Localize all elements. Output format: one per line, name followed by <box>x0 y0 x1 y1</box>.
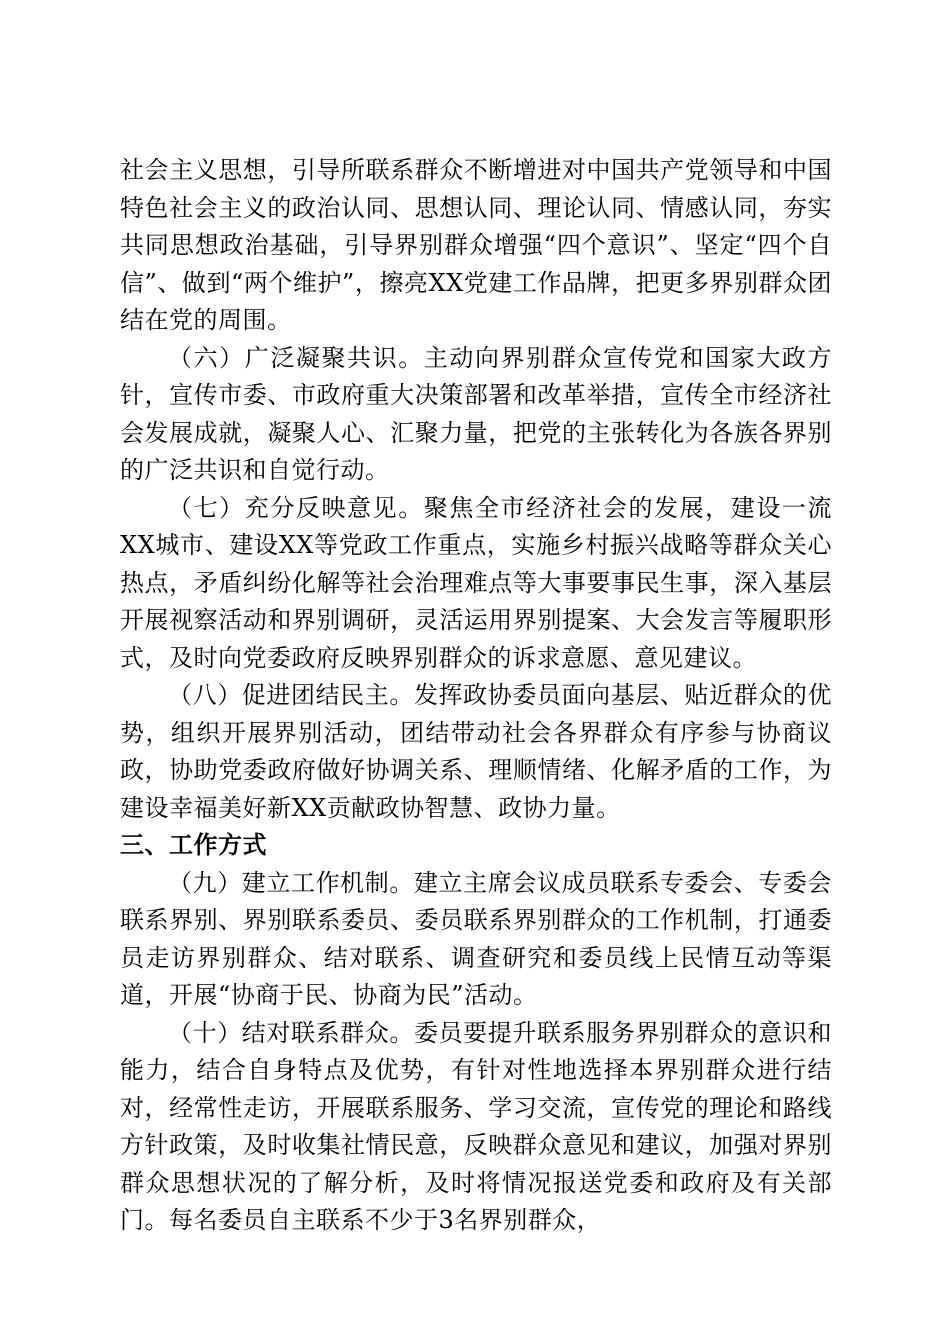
document-body <box>120 152 832 1240</box>
paragraph-item-6: （六）广泛凝聚共识。主动向界别群众宣传党和国家大政方针，宣传市委、市政府重大决策部署和改革举措，宣传全市经济社会发展成就，凝聚人心、汇聚力量，把党的主张转化为各族各界别的广泛共识和自觉行动。 <box>120 343 832 484</box>
paragraph-item-9: （九）建立工作机制。建立主席会议成员联系专委会、专委会联系界别、界别联系委员、委员联系界别群众的工作机制，打通委员走访界别群众、结对联系、调查研究和委员线上民情互动等渠道，开展“协商于民、协商为民”活动。 <box>120 868 832 1009</box>
paragraph-item-7: （七）充分反映意见。聚焦全市经济社会的发展，建设一流XX城市、建设XX等党政工作重点，实施乡村振兴战略等群众关心热点，矛盾纠纷化解等社会治理难点等大事要事民生事，深入基层开展视察活动和界别调研，灵活运用界别提案、大会发言等履职形式，及时向党委政府反映界别群众的诉求意愿、意见建议。 <box>120 493 832 672</box>
paragraph-item-8: （八）促进团结民主。发挥政协委员面向基层、贴近群众的优势，组织开展界别活动，团结带动社会各界群众有序参与协商议政，协助党委政府做好协调关系、理顺情绪、化解矛盾的工作，为建设幸福美好新XX贡献政协智慧、政协力量。 <box>120 681 832 822</box>
section-heading-work-methods: 三、工作方式 <box>120 831 267 859</box>
paragraph-item-10: （十）结对联系群众。委员要提升联系服务界别群众的意识和能力，结合自身特点及优势，有针对性地选择本界别群众进行结对，经常性走访，开展联系服务、学习交流，宣传党的理论和路线方针政策，及时收集社情民意，反映群众意见和建议，加强对界别群众思想状况的了解分析，及时将情况报送党委和政府及有关部门。每名委员自主联系不少于3名界别群众， <box>120 1018 832 1234</box>
paragraph-continuation: 社会主义思想，引导所联系群众不断增进对中国共产党领导和中国特色社会主义的政治认同、思想认同、理论认同、情感认同，夯实共同思想政治基础，引导界别群众增强“四个意识”、坚定“四个自信”、做到“两个维护”，擦亮XX党建工作品牌，把更多界别群众团结在党的周围。 <box>120 156 832 334</box>
